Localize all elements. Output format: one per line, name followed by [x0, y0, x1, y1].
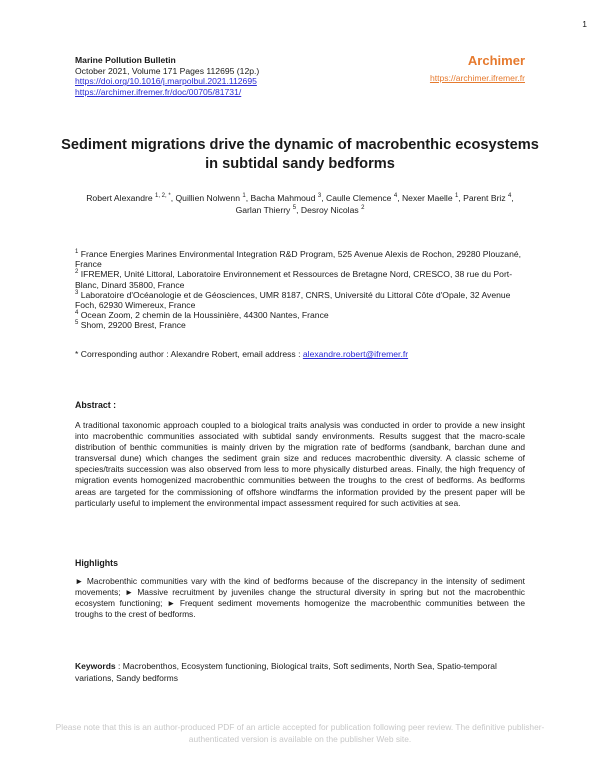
corresponding-author: [75, 349, 408, 360]
author-list: Robert Alexandre $^{1, 2, *}$, Quillien Nolwenn $^1$, Bacha Mahmoud $^3$, Caulle Clemence $^4$, Nexer Maelle $^1$, Parent Briz $^4$, Garlan Thierry $^5$, Desroy Nicolas $^2$: [86, 193, 514, 216]
author-affiliation-mark: 4: [508, 193, 512, 200]
highlights-text: ► Macrobenthic communities vary with the kind of bedforms because of the discrepancy in the intensity of sediment movements; ► Massive recruitment by juveniles change the structural diversity in spring but not the macrobenthic ecosystem functioning; ► Frequent sediment movements homogenize the macrobenthic communities between the troughs to the crest of bedforms.: [75, 576, 525, 620]
affiliation-item: [75, 269, 530, 289]
author-name: Nexer Maelle: [401, 193, 453, 203]
affiliation-text: Shom, 29200 Brest, France: [80, 320, 186, 331]
author-affiliation-mark: 5: [292, 205, 297, 212]
journal-citation: October 2021, Volume 171 Pages 112695 (12p.): [75, 65, 260, 76]
author-affiliation-mark: 4: [393, 193, 398, 200]
affiliation-number: 2: [75, 269, 79, 276]
affiliation-text: France Energies Marines Environmental Integration R&D Program, 525 Avenue Alexis de Rochon, 29280 Plouzané, France: [75, 249, 522, 270]
author-name: Desroy Nicolas: [300, 205, 359, 216]
author-name: Garlan Thierry: [235, 205, 291, 216]
affiliation-text: IFREMER, Unité Littoral, Laboratoire Environnement et Ressources de Bretagne Nord, CRESCO, 38 rue du Port-Blanc, Dinard 35800, France: [75, 269, 513, 290]
archimer-url-link[interactable]: https://archimer.ifremer.fr: [429, 73, 525, 83]
journal-info: [75, 55, 259, 97]
corresponding-author-label: * Corresponding author : Alexandre Robert, email address :: [75, 349, 303, 359]
corresponding-email-link[interactable]: alexandre.robert@ifremer.fr: [302, 349, 409, 359]
author-affiliation-mark: 1: [242, 193, 246, 200]
affiliation-item: [75, 320, 530, 330]
affiliation-number: 1: [75, 249, 79, 256]
journal-name: Marine Pollution Bulletin: [75, 55, 176, 65]
archimer-brand: [430, 53, 525, 86]
author-name: Parent Briz: [463, 193, 506, 203]
paper-title: Sediment migrations drive the dynamic of macrobenthic ecosystems in subtidal sandy bedforms: [61, 137, 539, 172]
affiliation-number: 5: [75, 320, 79, 327]
doi-link[interactable]: https://doi.org/10.1016/j.marpolbul.2021.112695: [75, 76, 257, 87]
author-affiliation-mark: 1: [455, 193, 459, 200]
archimer-logo-text: Archimer: [467, 53, 525, 68]
author-affiliation-mark: 3: [317, 193, 322, 200]
affiliation-number: 4: [75, 310, 79, 317]
affiliation-number: 3: [75, 289, 79, 296]
author-name: Robert Alexandre: [86, 193, 153, 203]
author-name: Caulle Clemence: [326, 193, 392, 203]
author-name: Bacha Mahmoud: [250, 193, 316, 203]
keywords: [75, 660, 525, 684]
affiliation-text: Laboratoire d'Océanologie et de Géosciences, UMR 8187, CNRS, Université du Littoral Côte d'Opale, 32 Avenue Foch, 62930 Wimereux, France: [75, 289, 511, 311]
page-number: 1: [582, 19, 587, 29]
abstract-heading: Abstract :: [75, 400, 117, 410]
keywords-label: Keywords: [75, 661, 116, 671]
affiliation-item: [75, 310, 530, 320]
author-affiliation-mark: 1, 2, *: [155, 193, 171, 200]
affiliation-list: [75, 249, 530, 331]
archive-link[interactable]: https://archimer.ifremer.fr/doc/00705/81731/: [75, 86, 242, 97]
highlights-heading: Highlights: [75, 558, 119, 568]
author-affiliation-mark: 2: [361, 205, 365, 212]
keywords-text: : Macrobenthos, Ecosystem functioning, Biological traits, Soft sediments, North Sea, Spatio-temporal variations, Sandy bedforms: [75, 661, 497, 684]
author-manuscript-notice: Please note that this is an author-produced PDF of an article accepted for publication following peer review. The definitive publisher-authenticated version is available on the publisher Web site.: [55, 722, 545, 744]
affiliation-item: [75, 290, 530, 310]
abstract-text: A traditional taxonomic approach coupled to a biological traits analysis was conducted in order to provide a new insight into macrobenthic communities associated with subtidal sandy environments. Results suggest that the macro-scale distribution of benthic communities is mainly driven by the migration rate of bedforms (sandbank, barchan dune and transversal dune) which changes the sediment grain size and reduces macrobenthic diversity. A classic scheme of species/traits succession was also observed from less to more physically disturbed areas. Finally, the high frequency of migration events homogenized macrobenthic communities between the troughs to the crest of bedforms. As bedforms areas are targeted for the commissioning of offshore windfarms the information provided by the present paper will be particularly useful to implement the environmental impact assessment required for such activities at sea.: [75, 420, 525, 508]
author-name: Quillien Nolwenn: [175, 193, 240, 203]
affiliation-text: Ocean Zoom, 2 chemin de la Houssinière, 44300 Nantes, France: [80, 310, 329, 321]
affiliation-item: [75, 249, 530, 269]
